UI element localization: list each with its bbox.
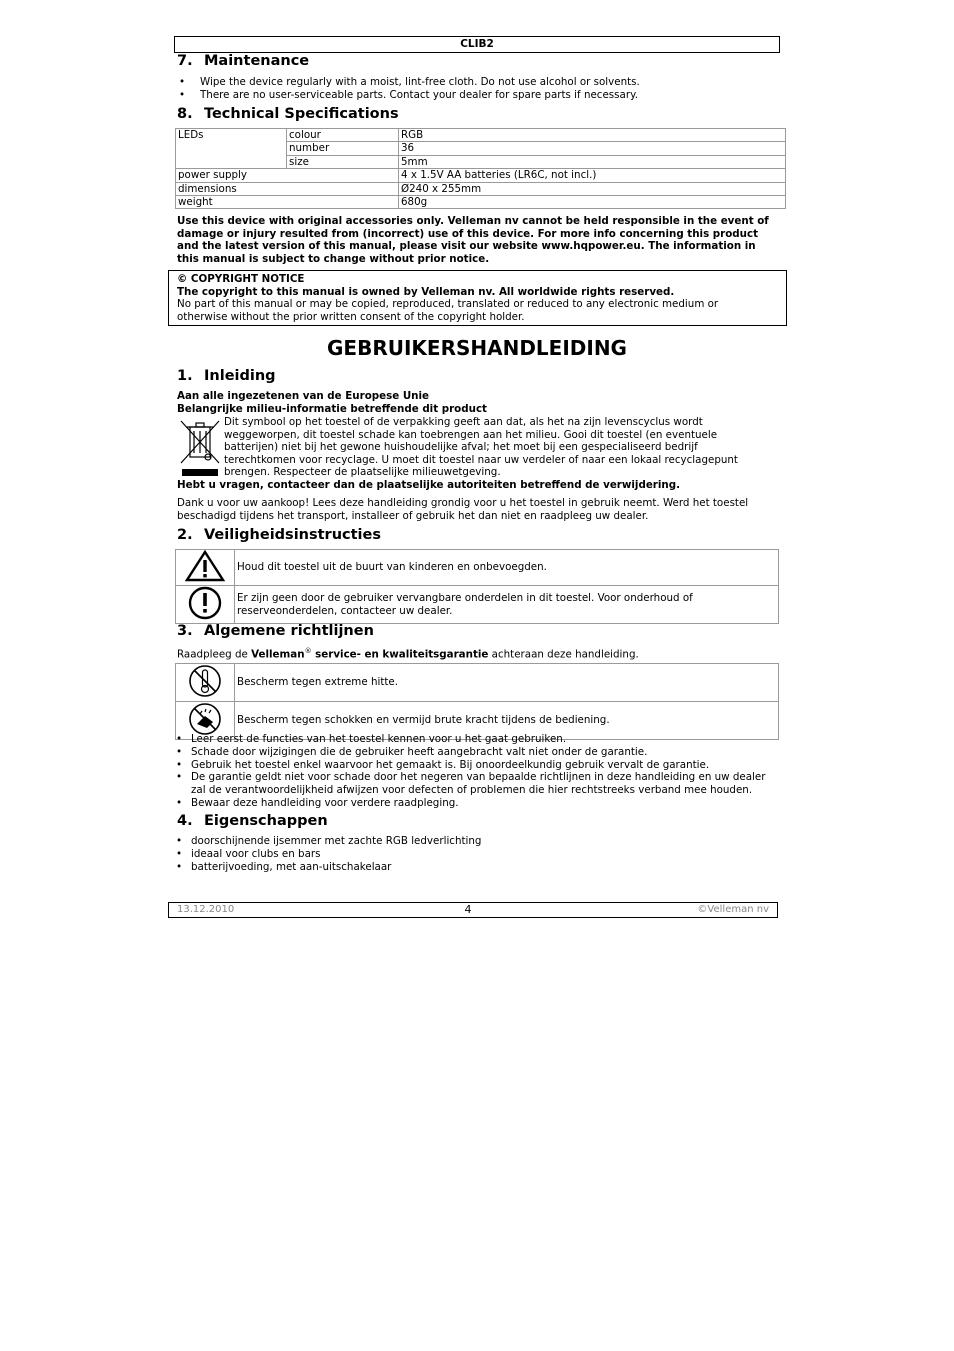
document-header: [174, 36, 780, 53]
safety-table: [175, 549, 779, 624]
table-cell: Bescherm tegen extreme hitte.: [235, 664, 779, 702]
page-number: 4: [464, 903, 472, 916]
warning-triangle-icon: [176, 550, 235, 586]
table-cell: Ø240 x 255mm: [399, 182, 786, 195]
section-veiligheid-heading: 2. Veiligheidsinstructies: [177, 527, 381, 543]
table-cell: number: [287, 142, 399, 155]
table-cell: RGB: [399, 129, 786, 142]
copyright-line: No part of this manual or may be copied, reproduced, translated or reduced to any electronic medium or: [177, 298, 719, 311]
table-row: [176, 182, 786, 195]
table-cell: 4 x 1.5V AA batteries (LR6C, not incl.): [399, 169, 786, 182]
list-item: • ideaal voor clubs en bars: [174, 848, 780, 861]
table-cell: size: [287, 155, 399, 168]
section-inleiding-heading: 1. Inleiding: [177, 368, 276, 384]
guidelines-list: [174, 733, 780, 810]
maintenance-list: [176, 76, 786, 102]
table-cell: Houd dit toestel uit de buurt van kinderen en onbevoegden.: [235, 550, 779, 586]
list-item: • Schade door wijzigingen die de gebruiker heeft aangebracht valt niet onder de garantie.: [174, 746, 780, 759]
table-row: [176, 196, 786, 209]
eu-address: Aan alle ingezetenen van de Europese Unie Belangrijke milieu-informatie betreffende dit product: [177, 390, 487, 415]
main-title: GEBRUIKERSHANDLEIDING: [327, 336, 627, 360]
list-item: • Bewaar deze handleiding voor verdere raadpleging.: [174, 797, 780, 810]
table-row: [176, 586, 779, 624]
table-cell: dimensions: [176, 182, 399, 195]
guidelines-table: [175, 663, 779, 740]
section-8-heading: 8. Technical Specifications: [177, 106, 399, 122]
no-heat-icon: [176, 664, 235, 702]
list-item: • Gebruik het toestel enkel waarvoor het gemaakt is. Bij onoordeelkundig gebruik vervalt de garantie.: [174, 759, 780, 772]
section-7-heading: 7. Maintenance: [177, 53, 310, 69]
copyright-line: otherwise without the prior written consent of the copyright holder.: [177, 310, 525, 323]
table-row: [176, 550, 779, 586]
disclaimer: Use this device with original accessories only. Velleman nv cannot be held responsible in the event of damage or injury resulted from (incorrect) use of this device. For more info concerning this product and the latest version of this manual, please visit our website www.hqpower.eu. The information in this manual is subject to change without prior notice.: [177, 215, 769, 265]
exclamation-circle-icon: [176, 586, 235, 624]
weee-bin-icon: [178, 417, 222, 479]
page-footer: [168, 902, 778, 918]
table-cell: colour: [287, 129, 399, 142]
table-row: [176, 169, 786, 182]
model-name: CLIB2: [460, 38, 494, 50]
section-eigenschappen-heading: 4. Eigenschappen: [177, 813, 328, 829]
table-cell: LEDs: [176, 129, 287, 169]
list-item: • batterijvoeding, met aan-uitschakelaar: [174, 861, 780, 874]
table-cell: Er zijn geen door de gebruiker vervangbare onderdelen in dit toestel. Voor onderhoud of reserveonderdelen, contacteer uw dealer.: [235, 586, 779, 624]
disposal-questions: Hebt u vragen, contacteer dan de plaatselijke autoriteiten betreffend de verwijdering.: [177, 479, 681, 491]
copyright-heading: © COPYRIGHT NOTICE: [177, 273, 305, 285]
table-cell: Bescherm tegen schokken en vermijd brute kracht tijdens de bediening.: [235, 702, 779, 740]
table-cell: 5mm: [399, 155, 786, 168]
table-row: [176, 129, 786, 142]
section-richtlijnen-heading: 3. Algemene richtlijnen: [177, 623, 374, 639]
table-row: [176, 664, 779, 702]
weee-text: Dit symbool op het toestel of de verpakking geeft aan dat, als het na zijn levenscyclus wordt weggeworpen, dit toestel schade kan toebrengen aan het milieu. Gooi dit toestel (en eventuele batterijen) niet bij het gewone huishoudelijke afval; het moet bij een gespecialiseerd bedrijf terechtkomen voor recyclage. U moet dit toestel naar uw verdeler of naar een lokaal recyclagepunt brengen. Respecteer de plaatselijke milieuwetgeving.: [224, 416, 738, 479]
footer-date: 13.12.2010: [177, 904, 235, 915]
copyright-box: [168, 270, 787, 326]
table-cell: weight: [176, 196, 399, 209]
table-cell: power supply: [176, 169, 399, 182]
footer-copyright: ©Velleman nv: [697, 904, 769, 915]
copyright-owned: The copyright to this manual is owned by Velleman nv. All worldwide rights reserved.: [177, 285, 675, 298]
list-item: • Wipe the device regularly with a moist, lint-free cloth. Do not use alcohol or solvents.: [176, 76, 786, 89]
warranty-intro: Raadpleeg de Velleman® service- en kwaliteitsgarantie achteraan deze handleiding.: [177, 647, 639, 661]
list-item: • doorschijnende ijsemmer met zachte RGB ledverlichting: [174, 835, 780, 848]
table-cell: 680g: [399, 196, 786, 209]
list-item: • Leer eerst de functies van het toestel kennen voor u het gaat gebruiken.: [174, 733, 780, 746]
table-cell: 36: [399, 142, 786, 155]
specifications-table: [175, 128, 786, 209]
list-item: • De garantie geldt niet voor schade door het negeren van bepaalde richtlijnen in deze handleiding en uw dealer zal de verantwoordelijkheid afwijzen voor defecten of problemen die hier rechtstreeks verband mee houden.: [174, 771, 780, 797]
thanks-paragraph: Dank u voor uw aankoop! Lees deze handleiding grondig voor u het toestel in gebruik neemt. Werd het toestel beschadigd tijdens het transport, installeer of gebruik het dan niet en raadpleeg uw dealer.: [177, 497, 749, 522]
features-list: [174, 835, 780, 873]
list-item: • There are no user-serviceable parts. Contact your dealer for spare parts if necessary.: [176, 89, 786, 102]
